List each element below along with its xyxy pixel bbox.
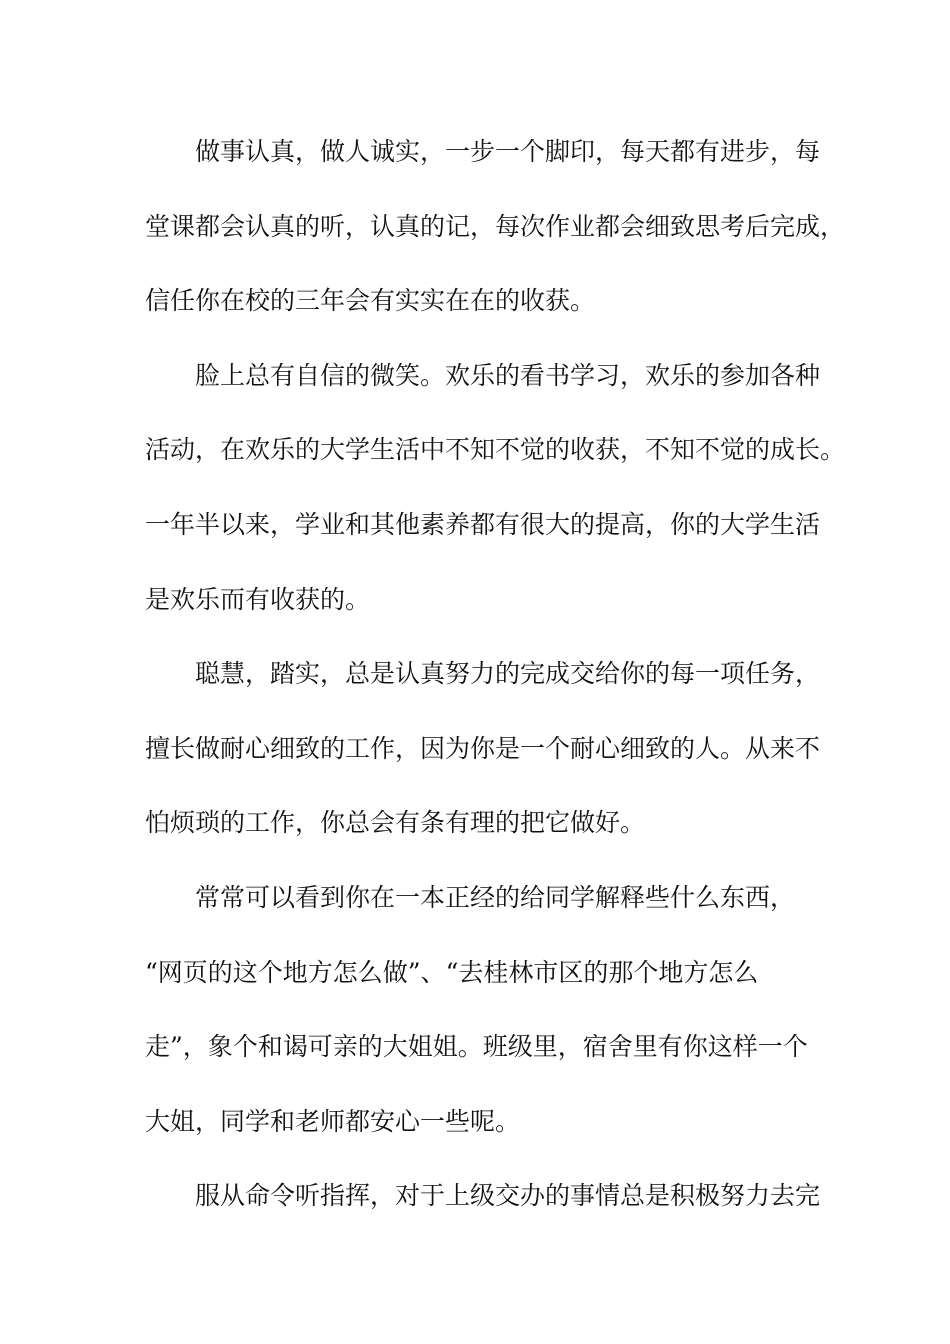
text-line: 服从命令听指挥，对于上级交办的事情总是积极努力去完 — [195, 1181, 821, 1211]
text-line: 活动，在欢乐的大学生活中不知不觉的收获，不知不觉的成长。 — [145, 435, 846, 465]
text-line: 信任你在校的三年会有实实在在的收获。 — [145, 286, 596, 316]
text-line: 怕烦琐的工作，你总会有条有理的把它做好。 — [145, 808, 646, 838]
text-line: 一年半以来，学业和其他素养都有很大的提高，你的大学生活 — [145, 509, 821, 539]
text-line: 脸上总有自信的微笑。欢乐的看书学习，欢乐的参加各种 — [195, 360, 821, 390]
text-line: “网页的这个地方怎么做”、“去桂林市区的那个地方怎么 — [145, 957, 759, 987]
text-line: 聪慧，踏实，总是认真努力的完成交给你的每一项任务， — [195, 659, 821, 689]
text-line: 是欢乐而有收获的。 — [145, 584, 371, 614]
text-line: 做事认真，做人诚实，一步一个脚印，每天都有进步，每 — [195, 137, 821, 166]
document-body — [145, 115, 846, 1234]
text-line: 大姐，同学和老师都安心一些呢。 — [145, 1106, 521, 1136]
text-line: 常常可以看到你在一本正经的给同学解释些什么东西， — [195, 882, 796, 912]
text-line: 堂课都会认真的听，认真的记，每次作业都会细致思考后完成， — [145, 211, 846, 241]
text-line: 走”，象个和谒可亲的大姐姐。班级里，宿舍里有你这样一个 — [145, 1032, 808, 1062]
text-line: 擅长做耐心细致的工作，因为你是一个耐心细致的人。从来不 — [145, 733, 821, 763]
